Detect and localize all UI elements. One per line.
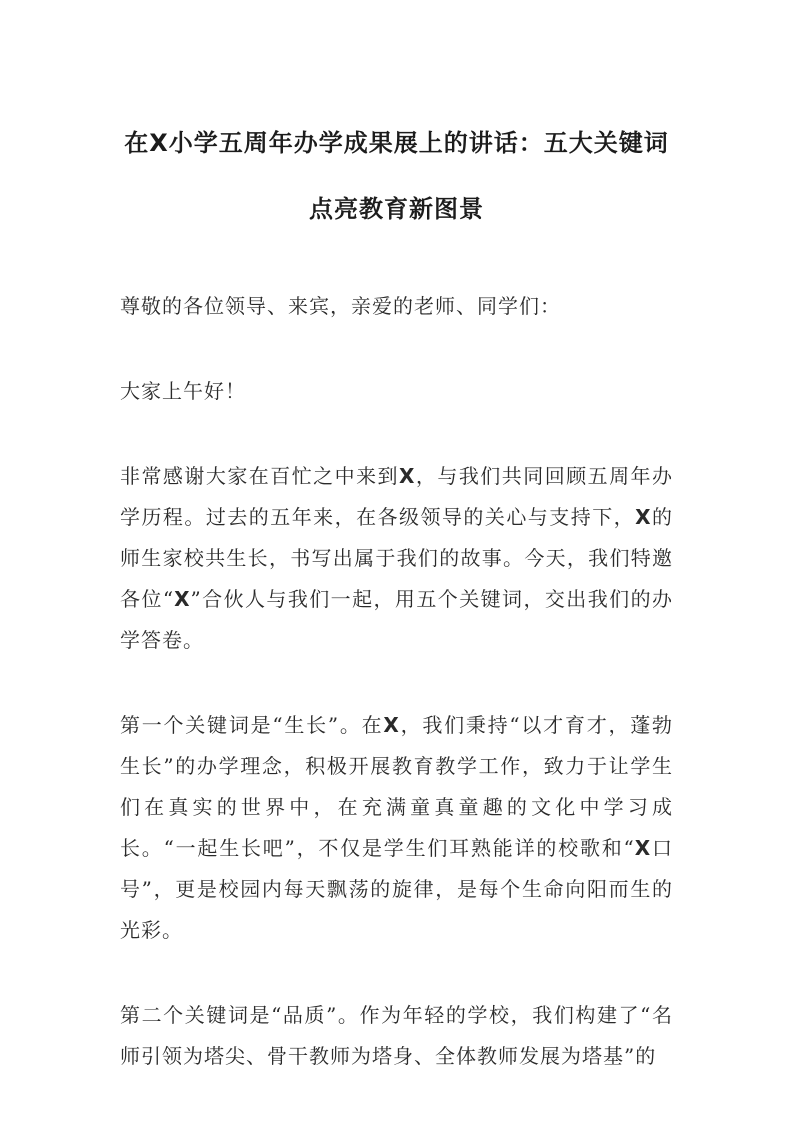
paragraph-salutation: 尊敬的各位领导、来宾，亲爱的老师、同学们： — [120, 294, 561, 318]
paragraph-keyword-growth: 第一个关键词是“生长”。在X，我们秉持“以才育才，蓬勃生长”的办学理念，积极开展教育教学工作，致力于让学生们在真实的世界中，在充满童真童趣的文化中学习成长。“一起生长吧”，不仅是学生们耳熟能详的校歌和“X口号”，更是校园内每天飘荡的旋律，是每个生命向阳而生的光彩。 — [120, 713, 673, 942]
document-title: 在X小学五周年办学成果展上的讲话：五大关键词点亮教育新图景 — [124, 128, 669, 223]
paragraph-introduction: 非常感谢大家在百忙之中来到X，与我们共同回顾五周年办学历程。过去的五年来，在各级领导的关心与支持下，X的师生家校共生长，书写出属于我们的故事。今天，我们特邀各位“X”合伙人与我们一起，用五个关键词，交出我们的办学答卷。 — [120, 464, 674, 652]
paragraph-greeting: 大家上午好！ — [120, 379, 246, 403]
paragraph-keyword-quality-truncated: 第二个关键词是“品质”。作为年轻的学校，我们构建了“名师引领为塔尖、骨干教师为塔身、全体教师发展为塔基”的 — [120, 1003, 673, 1068]
